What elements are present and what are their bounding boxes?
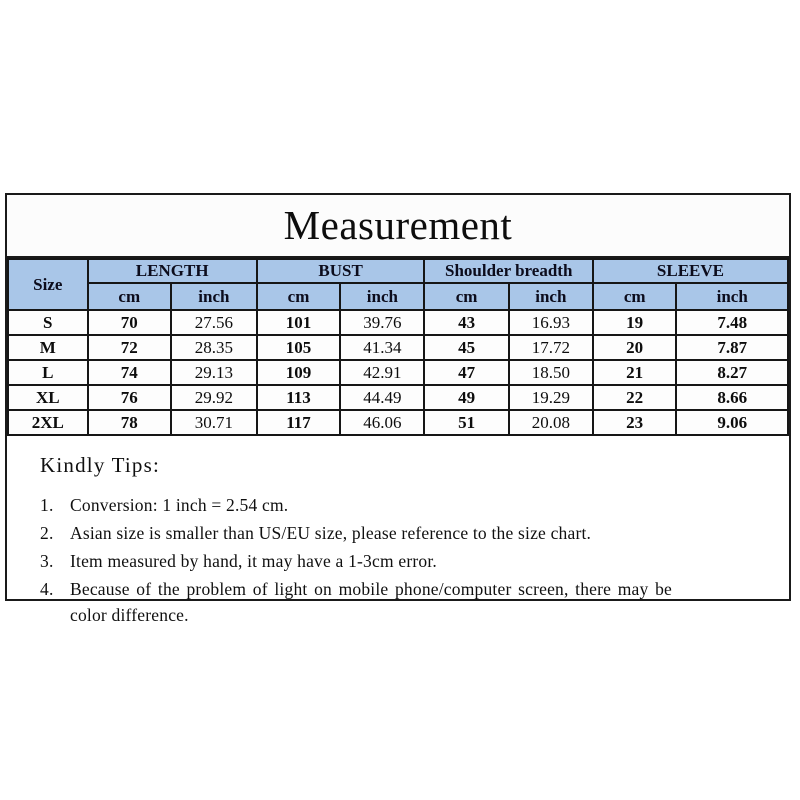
size-cell: M xyxy=(8,335,88,360)
tip-number: 3. xyxy=(40,551,54,571)
value-cell: 20.08 xyxy=(509,410,593,435)
value-cell: 70 xyxy=(88,310,171,335)
value-cell: 49 xyxy=(424,385,508,410)
value-cell: 21 xyxy=(593,360,676,385)
tip-number: 2. xyxy=(40,523,54,543)
tips-list xyxy=(40,492,672,628)
value-cell: 117 xyxy=(257,410,340,435)
value-cell: 43 xyxy=(424,310,508,335)
table-row xyxy=(8,385,788,410)
value-cell: 18.50 xyxy=(509,360,593,385)
value-cell: 45 xyxy=(424,335,508,360)
chart-title: Measurement xyxy=(283,202,513,248)
measurement-chart xyxy=(5,193,791,625)
size-column-header: Size xyxy=(8,259,88,310)
shoulder-group-header: Shoulder breadth xyxy=(424,259,592,283)
tip-number: 1. xyxy=(40,495,54,515)
value-cell: 27.56 xyxy=(171,310,257,335)
tip-item xyxy=(40,576,672,628)
value-cell: 41.34 xyxy=(340,335,424,360)
value-cell: 7.87 xyxy=(676,335,788,360)
value-cell: 22 xyxy=(593,385,676,410)
tip-item xyxy=(40,492,672,518)
table-row xyxy=(8,335,788,360)
sleeve-cm-header: cm xyxy=(593,283,676,310)
size-cell: XL xyxy=(8,385,88,410)
value-cell: 28.35 xyxy=(171,335,257,360)
value-cell: 39.76 xyxy=(340,310,424,335)
bust-cm-header: cm xyxy=(257,283,340,310)
value-cell: 72 xyxy=(88,335,171,360)
title-bar xyxy=(7,195,789,258)
value-cell: 19 xyxy=(593,310,676,335)
length-cm-header: cm xyxy=(88,283,171,310)
bust-group-header: BUST xyxy=(257,259,425,283)
size-cell: 2XL xyxy=(8,410,88,435)
value-cell: 105 xyxy=(257,335,340,360)
value-cell: 8.27 xyxy=(676,360,788,385)
value-cell: 74 xyxy=(88,360,171,385)
tip-text: Asian size is smaller than US/EU size, please reference to the size chart. xyxy=(70,523,592,543)
tip-text: Conversion: 1 inch = 2.54 cm. xyxy=(70,495,289,515)
table-row xyxy=(8,310,788,335)
value-cell: 29.13 xyxy=(171,360,257,385)
value-cell: 17.72 xyxy=(509,335,593,360)
size-cell: S xyxy=(8,310,88,335)
value-cell: 113 xyxy=(257,385,340,410)
table-row xyxy=(8,360,788,385)
value-cell: 51 xyxy=(424,410,508,435)
table-unit-header-row xyxy=(8,283,788,310)
size-table-body xyxy=(8,310,788,435)
sleeve-group-header: SLEEVE xyxy=(593,259,788,283)
value-cell: 23 xyxy=(593,410,676,435)
value-cell: 20 xyxy=(593,335,676,360)
value-cell: 76 xyxy=(88,385,171,410)
value-cell: 46.06 xyxy=(340,410,424,435)
table-group-header-row xyxy=(8,259,788,283)
length-inch-header: inch xyxy=(171,283,257,310)
tip-item xyxy=(40,520,672,546)
shoulder-inch-header: inch xyxy=(509,283,593,310)
bust-inch-header: inch xyxy=(340,283,424,310)
tip-number: 4. xyxy=(40,579,54,599)
value-cell: 16.93 xyxy=(509,310,593,335)
tips-heading: Kindly Tips: xyxy=(40,453,161,477)
value-cell: 19.29 xyxy=(509,385,593,410)
length-group-header: LENGTH xyxy=(88,259,257,283)
size-table xyxy=(7,258,789,436)
value-cell: 9.06 xyxy=(676,410,788,435)
value-cell: 42.91 xyxy=(340,360,424,385)
value-cell: 30.71 xyxy=(171,410,257,435)
sleeve-inch-header: inch xyxy=(676,283,788,310)
value-cell: 8.66 xyxy=(676,385,788,410)
tip-text: Item measured by hand, it may have a 1-3cm error. xyxy=(70,551,437,571)
value-cell: 78 xyxy=(88,410,171,435)
table-row xyxy=(8,410,788,435)
size-cell: L xyxy=(8,360,88,385)
tip-item xyxy=(40,548,672,574)
tip-text: Because of the problem of light on mobile phone/computer screen, there may be color difference. xyxy=(70,579,672,625)
shoulder-cm-header: cm xyxy=(424,283,508,310)
value-cell: 47 xyxy=(424,360,508,385)
value-cell: 7.48 xyxy=(676,310,788,335)
value-cell: 44.49 xyxy=(340,385,424,410)
value-cell: 29.92 xyxy=(171,385,257,410)
value-cell: 109 xyxy=(257,360,340,385)
tips-section xyxy=(7,436,789,628)
value-cell: 101 xyxy=(257,310,340,335)
